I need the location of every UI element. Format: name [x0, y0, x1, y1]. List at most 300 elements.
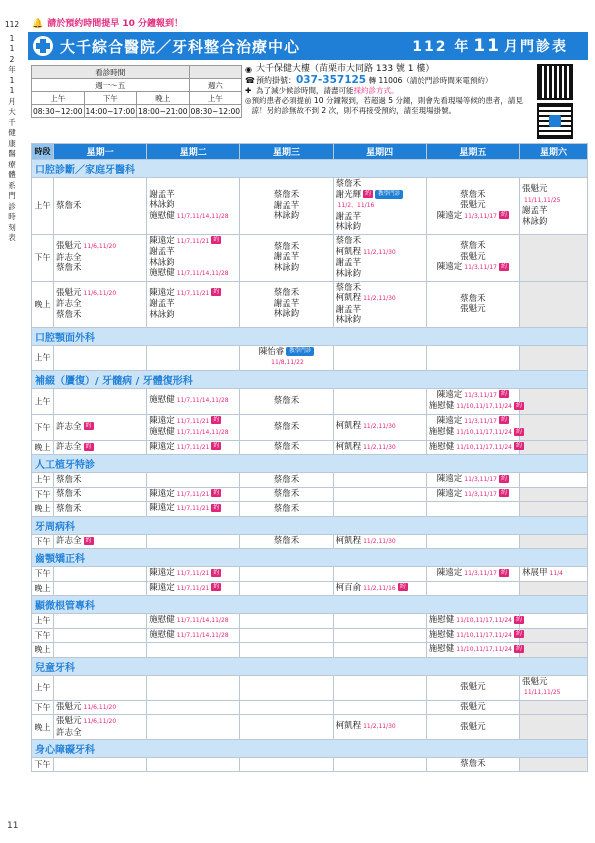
doctor-name: 張魁元: [522, 676, 548, 687]
schedule-cell: [426, 281, 519, 327]
doctor-entry: [429, 759, 517, 770]
schedule-cell: [426, 700, 519, 715]
schedule-cell: [147, 178, 240, 235]
schedule-cell: [147, 473, 240, 488]
schedule-cell: [240, 534, 333, 549]
doctor-entry: [336, 222, 424, 233]
doctor-entry: [429, 211, 517, 223]
doctor-list: [242, 347, 330, 369]
doctor-name: 蔡詹禾: [460, 189, 486, 200]
doctor-list: [429, 759, 517, 770]
doctor-name: 柯凱程: [335, 721, 362, 732]
doctor-name: 謝光輝: [335, 189, 362, 200]
bell-icon: 🔔: [32, 19, 44, 29]
section-title: 兒童牙科: [32, 657, 588, 675]
doctor-name: 柯凱程: [335, 421, 362, 432]
phone-icon: ☎: [245, 76, 255, 85]
doctor-list: [428, 415, 522, 439]
col-head-slot: 時段: [32, 144, 54, 160]
schedule-cell: [240, 614, 333, 629]
doctor-entry: [242, 347, 330, 358]
schedule-row: [32, 581, 588, 596]
schedule-cell: [333, 581, 426, 596]
doctor-list: [336, 179, 424, 233]
doctor-entry: [56, 241, 144, 253]
doctor-name: 蔡詹禾: [56, 503, 82, 514]
section-row: [32, 327, 588, 345]
schedule-cell: [520, 700, 588, 715]
notice-text: 請於預約時間提早 10 分鐘報到！: [47, 19, 184, 29]
date-note: 11/7,11/21: [176, 490, 210, 498]
doctor-entry: [522, 217, 585, 228]
doctor-name: 蔡詹禾: [56, 489, 82, 499]
doctor-entry: [149, 615, 237, 627]
doctor-name: 張魁元: [460, 251, 486, 262]
schedule-cell: [520, 414, 588, 440]
schedule-cell: [333, 234, 426, 281]
doctor-list: [56, 241, 144, 274]
doctor-name: 許志全: [56, 421, 82, 432]
schedule-cell: [333, 281, 426, 327]
doctor-name: 陳遠定: [149, 582, 175, 593]
schedule-cell: [147, 758, 240, 772]
doctor-entry: [429, 390, 517, 402]
schedule-cell: [240, 715, 333, 740]
schedule-cell: [147, 234, 240, 281]
date-note: 11/3,11/17: [464, 417, 497, 425]
doctor-entry: [56, 536, 144, 547]
schedule-cell: [520, 758, 588, 772]
doctor-list: [56, 504, 144, 515]
doctor-entry: [149, 258, 237, 269]
doctor-entry: [336, 236, 424, 247]
schedule-cell: [520, 388, 588, 414]
schedule-row: [32, 440, 588, 455]
schedule-cell: [147, 534, 240, 549]
doctor-list: [336, 421, 424, 433]
doctor-entry: [429, 190, 517, 201]
doctor-list: [336, 442, 424, 454]
schedule-cell: [333, 440, 426, 455]
doctor-list: [428, 441, 522, 454]
appointment-badge: 約: [515, 615, 522, 623]
doctor-entry: [242, 422, 330, 433]
doctor-name: 蔡詹禾: [460, 759, 486, 770]
doctor-entry: [149, 568, 237, 580]
doctor-name: 施慰健: [149, 427, 175, 437]
doctor-list: [56, 702, 144, 714]
schedule-row: [32, 758, 588, 772]
doctor-entry: [149, 427, 237, 439]
appointment-badge: 約: [213, 489, 220, 496]
doctor-name: 施慰健: [149, 629, 175, 640]
time-slot: 下午: [32, 414, 54, 440]
doctor-entry: [242, 396, 330, 407]
doctor-name: 許志全: [56, 252, 82, 263]
date-note: 11/2,11/30: [363, 295, 396, 302]
doctor-list: [242, 396, 330, 407]
date-note: 11/6,11/20: [83, 718, 117, 725]
doctor-entry: [242, 288, 330, 299]
schedule-cell: [54, 178, 147, 235]
doctor-name: 許志全: [56, 299, 82, 310]
doctor-list: [336, 283, 424, 326]
teaching-badge: 教學門診: [375, 190, 403, 199]
doctor-entry: [56, 288, 144, 300]
section-title: 顯微根管專科: [32, 596, 588, 614]
doctor-name: 陳遠定: [149, 287, 175, 298]
date-note: 11/2,11/30: [363, 723, 396, 731]
date-note: 11/7,11/14,11/28: [176, 429, 229, 436]
doctor-list: [149, 615, 237, 627]
doctor-entry: [242, 252, 330, 263]
doctor-name: 陳遠定: [436, 210, 463, 221]
section-row: [32, 596, 588, 614]
doctor-name: 謝孟芊: [335, 304, 362, 315]
doctor-name: 張魁元: [460, 721, 486, 732]
doctor-list: [56, 201, 144, 212]
doctor-entry: [149, 630, 237, 642]
date-note: 11/6,11/20: [83, 703, 117, 711]
schedule-cell: [426, 473, 519, 488]
date-note: 11/7,11/21: [176, 584, 210, 592]
date-note: 11/2,11/30: [363, 248, 396, 256]
date-note: 11/6,11/20: [83, 289, 117, 297]
appointment-badge: 約: [213, 503, 220, 511]
doctor-name: 施慰健: [149, 615, 175, 625]
time-slot: 下午: [32, 758, 54, 772]
schedule-row: [32, 487, 588, 502]
doctor-name: 謝孟芊: [149, 299, 175, 310]
date-note: 11/10,11/17,11/24: [456, 443, 512, 451]
date-note: 11/7,11/14,11/28: [176, 631, 229, 639]
date-note: 11/7,11/14,11/28: [176, 397, 229, 405]
schedule-cell: [54, 758, 147, 772]
doctor-name: 張魁元: [460, 682, 486, 693]
doctor-name: 柯百俞: [335, 582, 362, 593]
doctor-list: [522, 184, 585, 227]
doctor-entry: [429, 568, 517, 580]
doctor-entry: [336, 315, 424, 326]
schedule-row: [32, 715, 588, 740]
date-note: 11/10,11/17,11/24: [456, 403, 512, 410]
schedule-cell: [147, 567, 240, 582]
schedule-cell: [240, 502, 333, 517]
doctor-entry: [149, 489, 237, 501]
col-head-day: 星期四: [333, 144, 426, 160]
schedule-cell: [426, 643, 522, 658]
doctor-entry: [149, 268, 237, 280]
doctor-entry: [429, 241, 517, 252]
doctor-entry: [149, 200, 237, 211]
schedule-row: [32, 234, 588, 281]
doctor-entry: [242, 504, 330, 515]
doctor-name: 張魁元: [460, 200, 486, 210]
doctor-entry: [242, 357, 330, 369]
schedule-cell: [54, 643, 147, 658]
doctor-name: 陳遠定: [436, 488, 463, 499]
col-head-day: 星期二: [147, 144, 240, 160]
date-note: 11/8,11/22: [271, 359, 304, 366]
doctor-list: [428, 644, 522, 656]
doctor-list: [149, 630, 237, 642]
time-slot: 上午: [32, 473, 54, 488]
doctor-entry: [336, 283, 424, 294]
doctor-name: 蔡詹禾: [335, 179, 362, 189]
date-note: 11/7,11/21: [176, 237, 210, 245]
doctor-list: [429, 190, 517, 223]
doctor-entry: [149, 442, 237, 454]
doctor-entry: [336, 212, 424, 223]
doctor-entry: [429, 262, 517, 274]
phone-number[interactable]: 037-357125: [296, 74, 367, 86]
doctor-entry: [428, 644, 522, 656]
doctor-name: 施慰健: [428, 441, 455, 452]
doctor-entry: [56, 702, 144, 714]
schedule-cell: [333, 487, 426, 502]
schedule-cell: [147, 345, 240, 370]
doctor-entry: [56, 299, 144, 310]
facebook-icon: [549, 115, 561, 127]
time-slot: 下午: [32, 234, 54, 281]
date-note: 11/2、11/16: [337, 202, 375, 209]
schedule-cell: [520, 581, 588, 596]
doctor-entry: [336, 442, 424, 454]
schedule-cell: [54, 345, 147, 370]
time-slot: 下午: [32, 534, 54, 549]
doctor-name: 陳怡睿: [258, 346, 285, 357]
appointment-badge: 約: [213, 288, 220, 296]
appointment-badge: 約: [500, 416, 507, 423]
doctor-name: 施慰健: [428, 615, 455, 625]
time-slot: 晚上: [32, 715, 54, 740]
doctor-name: 林詠鈞: [149, 200, 175, 210]
schedule-cell: [426, 414, 522, 440]
doctor-entry: [149, 288, 237, 300]
schedule-cell: [426, 345, 519, 370]
schedule-row: [32, 502, 588, 517]
schedule-cell: [240, 487, 333, 502]
doctor-name: 施慰健: [149, 395, 175, 406]
schedule-row: [32, 345, 588, 370]
doctor-name: 許志全: [56, 727, 82, 738]
schedule-cell: [54, 567, 147, 582]
doctor-entry: [149, 416, 237, 428]
doctor-entry: [56, 728, 144, 739]
doctor-name: 陳遠定: [149, 488, 175, 499]
appointment-badge: 約: [85, 536, 92, 544]
doctor-list: [56, 716, 144, 738]
doctor-name: 林詠鈞: [335, 222, 362, 232]
section-title: 齒顎矯正科: [32, 549, 588, 567]
doctor-entry: [429, 294, 517, 305]
schedule-cell: [520, 281, 588, 327]
schedule-row: [32, 643, 588, 658]
doctor-entry: [429, 489, 517, 501]
schedule-cell: [147, 281, 240, 327]
doctor-name: 蔡詹禾: [273, 442, 300, 452]
doctor-list: [429, 682, 517, 693]
appointment-badge: 約: [213, 236, 220, 243]
schedule-row: [32, 473, 588, 488]
schedule-cell: [333, 414, 426, 440]
schedule-cell: [333, 534, 426, 549]
doctor-list: [522, 677, 585, 699]
doctor-entry: [429, 474, 517, 486]
doctor-entry: [522, 568, 585, 580]
doctor-entry: [242, 442, 330, 453]
schedule-cell: [520, 345, 588, 370]
hours-weekday: 週一～五: [32, 79, 190, 92]
clock-icon: ◎: [245, 96, 252, 105]
schedule-cell: [426, 440, 522, 455]
section-row: [32, 516, 588, 534]
doctor-entry: [522, 184, 585, 195]
doctor-name: 謝孟芊: [273, 252, 300, 263]
date-note: 11/7,11/21: [176, 570, 210, 577]
schedule-cell: [240, 758, 333, 772]
time-slot: 上午: [32, 614, 54, 629]
doctor-entry: [336, 190, 424, 201]
doctor-name: 謝孟芊: [273, 200, 300, 211]
doctor-entry: [56, 201, 144, 212]
schedule-cell: [240, 643, 333, 658]
doctor-entry: [56, 442, 144, 453]
schedule-cell: [333, 614, 426, 629]
schedule-row: [32, 567, 588, 582]
appointment-badge: 約: [515, 427, 522, 435]
schedule-cell: [333, 715, 426, 740]
doctor-name: 蔡詹禾: [273, 288, 300, 299]
doctor-name: 林詠鈞: [335, 268, 362, 279]
schedule-cell: [426, 628, 522, 643]
schedule-cell: [240, 234, 333, 281]
schedule-cell: [426, 715, 519, 740]
doctor-name: 陳遠定: [436, 415, 463, 426]
schedule-cell: [520, 614, 588, 629]
doctor-entry: [242, 309, 330, 320]
qr-code-icon[interactable]: [537, 64, 573, 100]
doctor-entry: [336, 269, 424, 280]
schedule-cell: [520, 567, 588, 582]
doctor-list: [56, 288, 144, 321]
doctor-list: [429, 474, 517, 486]
doctor-entry: [336, 583, 424, 595]
schedule-cell: [520, 473, 588, 488]
doctor-list: [149, 568, 237, 580]
doctor-name: 陳遠定: [436, 568, 463, 578]
doctor-list: [56, 422, 144, 433]
doctor-entry: [242, 299, 330, 310]
schedule-cell: [240, 281, 333, 327]
schedule-cell: [240, 567, 333, 582]
col-head-day: 星期一: [54, 144, 147, 160]
appointment-badge: 約: [515, 630, 522, 637]
contact-info: ◉ 大千保健大樓（苗栗市大同路 133 號 1 樓） ☎ 預約掛號： 037-357125 轉 11006（請於門診時間來電預約） ✚ 為了減少候診時間，請盡可能 採約診方式。 ◎ 預約患者必須提前 10 分鐘報到，若超過 5 分鐘，則會先看現場等候的患者，請見諒！另約診無故不到 2 次，則不再接受預約，請至現場掛號。: [245, 64, 530, 116]
doctor-name: 蔡詹禾: [56, 263, 82, 274]
schedule-cell: [333, 628, 426, 643]
date-note: 11/7,11/14,11/28: [176, 212, 229, 220]
appointment-badge: 約: [500, 568, 507, 576]
doctor-name: 蔡詹禾: [273, 474, 300, 485]
doctor-name: 陳遠定: [436, 262, 463, 273]
doctor-name: 許志全: [56, 536, 82, 546]
doctor-name: 林詠鈞: [149, 309, 175, 320]
banner-title: 大千綜合醫院／牙科整合治療中心: [60, 37, 301, 56]
appointment-badge: 約: [213, 416, 220, 423]
doctor-name: 張魁元: [56, 287, 82, 298]
col-head-day: 星期五: [426, 144, 519, 160]
doctor-list: [149, 236, 237, 280]
doctor-entry: [149, 211, 237, 223]
doctor-entry: [149, 247, 237, 258]
schedule-cell: [54, 715, 147, 740]
section-row: [32, 740, 588, 758]
doctor-list: [429, 568, 517, 580]
appointment-badge: 約: [399, 583, 406, 590]
date-note: 11/7,11/21: [176, 443, 210, 451]
schedule-cell: [426, 178, 519, 235]
time-slot: 下午: [32, 487, 54, 502]
doctor-name: 張魁元: [460, 702, 486, 712]
schedule-cell: [333, 178, 426, 235]
col-head-day: 星期三: [240, 144, 333, 160]
section-row: [32, 549, 588, 567]
doctor-entry: [428, 401, 522, 413]
doctor-list: [242, 489, 330, 500]
section-title: 身心障礙牙科: [32, 740, 588, 758]
date-note: 11/10,11/17,11/24: [456, 429, 512, 436]
date-note: 11/2,11/30: [363, 423, 396, 431]
schedule-cell: [147, 440, 240, 455]
time-slot: 下午: [32, 700, 54, 715]
appointment-badge: 約: [500, 390, 507, 397]
doctor-name: 蔡詹禾: [273, 421, 300, 432]
date-note: 11/10,11/17,11/24: [456, 631, 512, 639]
time-slot: 上午: [32, 345, 54, 370]
schedule-cell: [240, 628, 333, 643]
date-note: 11/7,11/14,11/28: [176, 270, 229, 277]
date-note: 11/3,11/17: [464, 476, 497, 483]
date-note: 11/11,11/25: [524, 196, 561, 204]
schedule-cell: [54, 388, 147, 414]
date-note: 11/3,11/17: [464, 490, 497, 498]
doctor-name: 蔡詹禾: [273, 536, 300, 546]
doctor-name: 施慰健: [428, 427, 455, 437]
schedule-table: [31, 143, 588, 772]
schedule-cell: [54, 414, 147, 440]
doctor-entry: [428, 615, 522, 627]
teaching-badge: 教學門診: [286, 347, 314, 356]
time-slot: 晚上: [32, 281, 54, 327]
doctor-list: [149, 503, 237, 515]
doctor-list: [429, 241, 517, 274]
schedule-cell: [333, 700, 426, 715]
doctor-list: [56, 442, 144, 453]
schedule-cell: [147, 643, 240, 658]
doctor-name: 林詠鈞: [273, 309, 300, 320]
doctor-entry: [56, 263, 144, 274]
doctor-entry: [242, 242, 330, 253]
schedule-cell: [147, 614, 240, 629]
doctor-name: 陳遠定: [149, 235, 175, 246]
schedule-cell: [520, 440, 588, 455]
doctor-list: [242, 288, 330, 320]
side-page: 112: [4, 20, 20, 29]
doctor-list: [429, 294, 517, 315]
doctor-name: 林展甲: [522, 568, 548, 578]
time-slot: 晚上: [32, 440, 54, 455]
